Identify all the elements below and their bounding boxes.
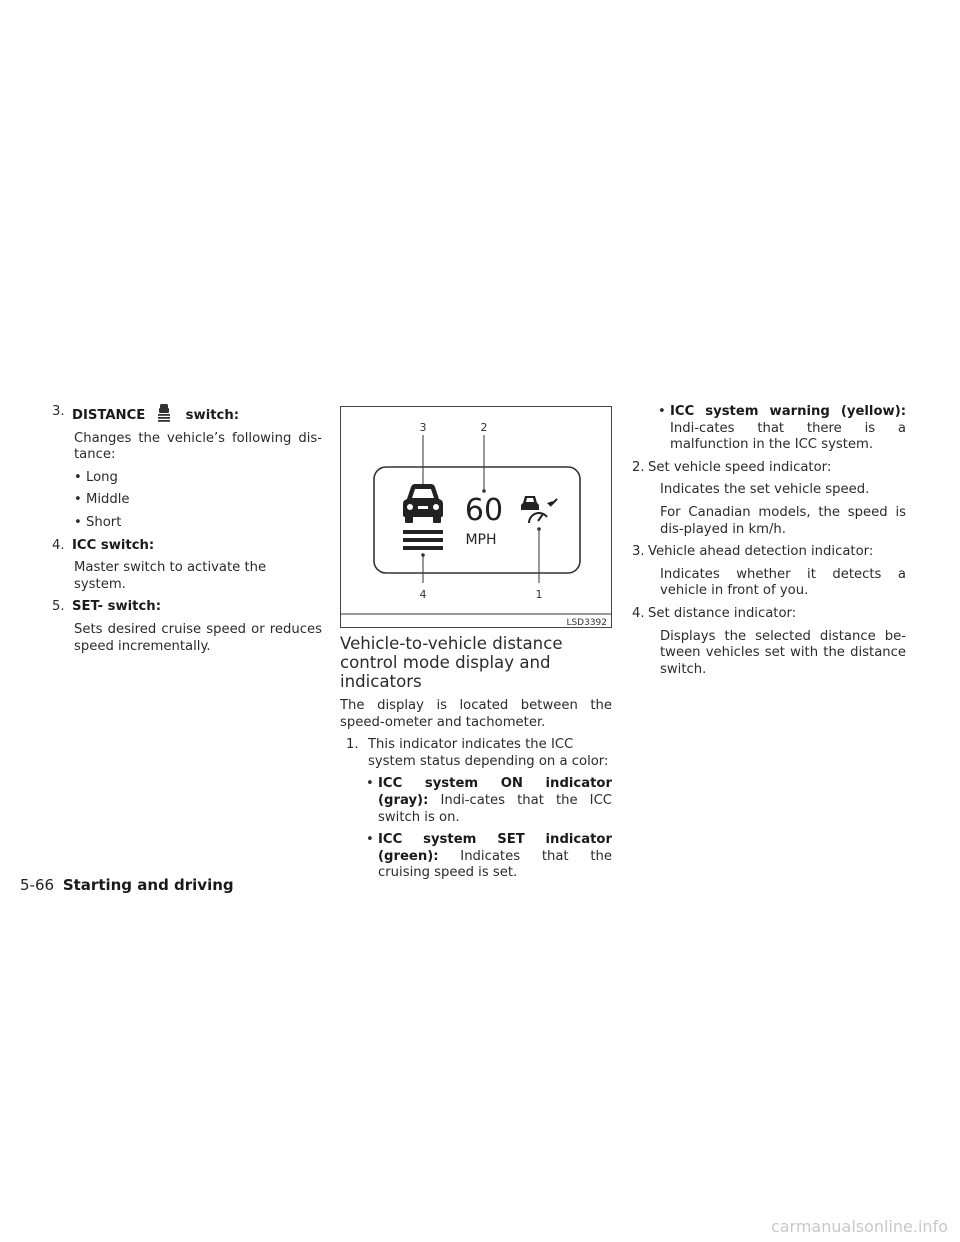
set-speed-value: 60 xyxy=(464,493,504,528)
distance-switch-label-suffix: switch: xyxy=(185,408,240,423)
watermark: carmanualsonline.info xyxy=(770,1217,948,1236)
right-column xyxy=(632,404,906,678)
set-distance-title: Set distance indicator: xyxy=(648,605,797,621)
list-item-vehicle-ahead xyxy=(632,544,906,561)
section-heading: Vehicle-to-vehicle distance control mode display and indicators xyxy=(340,634,563,691)
item-number: 2. xyxy=(632,459,645,475)
icc-warning-label: ICC system warning (yellow): xyxy=(670,404,906,419)
section-intro: The display is located between the speed-ometer and tachometer. xyxy=(340,698,612,730)
item-number: 4. xyxy=(52,537,65,553)
vehicle-ahead-desc: Indicates whether it detects a vehicle in front of you. xyxy=(660,566,906,599)
item-number: 1. xyxy=(346,737,359,753)
callout-3: 3 xyxy=(419,421,427,434)
bullet-icc-on: • ICC system ON indicator (gray): Indi-cates that the ICC switch is on. xyxy=(366,776,612,825)
figure-code: LSD3392 xyxy=(566,618,607,627)
set-switch-label: SET- switch: xyxy=(72,599,161,615)
option-long: • Long xyxy=(74,469,118,485)
page-number: 5-66 xyxy=(20,876,55,894)
chapter-title: Starting and driving xyxy=(62,876,234,894)
set-speed-desc: Indicates the set vehicle speed. xyxy=(660,482,870,498)
list-item-distance-switch xyxy=(52,404,322,425)
speed-unit: MPH xyxy=(465,532,497,548)
list-item-set-switch xyxy=(52,599,322,616)
icc-set-label: ICC system SET indicator (green): xyxy=(378,832,612,864)
callout-4: 4 xyxy=(419,588,427,601)
set-switch-desc: Sets desired cruise speed or reduces speed incrementally. xyxy=(74,621,322,654)
icc-set-desc: Indicates that the cruising speed is set. xyxy=(378,848,612,881)
set-distance-desc: Displays the selected distance be-tween vehicles set with the distance switch. xyxy=(660,628,906,677)
bullet-icc-warning: • ICC system warning (yellow): Indi-cates that there is a malfunction in the ICC system. xyxy=(658,404,906,453)
middle-column xyxy=(340,634,612,882)
set-speed-desc-canada: For Canadian models, the speed is dis-played in km/h. xyxy=(660,504,906,537)
page-footer xyxy=(20,876,234,894)
callout-2: 2 xyxy=(480,421,488,434)
list-item-icc-indicator xyxy=(346,737,612,770)
icc-display-illustration xyxy=(341,407,611,627)
distance-switch-desc: Changes the vehicle’s following dis-tance: xyxy=(74,430,322,463)
callout-1: 1 xyxy=(535,588,543,601)
distance-switch-label: DISTANCE xyxy=(72,408,146,423)
item-number: 4. xyxy=(632,605,645,621)
distance-bars-icon xyxy=(403,530,443,550)
list-item-icc-switch xyxy=(52,538,322,555)
icc-display-figure xyxy=(340,406,612,628)
bullet-icc-set: • ICC system SET indicator (green): Indicates that the cruising speed is set. xyxy=(366,832,612,881)
icc-on-desc: Indi-cates that the ICC switch is on. xyxy=(378,792,612,825)
item-number: 3. xyxy=(52,404,65,419)
left-column xyxy=(52,404,322,655)
item-number: 3. xyxy=(632,544,645,560)
list-item-set-distance xyxy=(632,606,906,623)
icc-indicator-desc: This indicator indicates the ICC system status depending on a color: xyxy=(368,737,609,769)
distance-options xyxy=(74,470,322,532)
list-item-set-speed xyxy=(632,460,906,477)
vehicle-ahead-title: Vehicle ahead detection indicator: xyxy=(648,544,874,560)
icc-switch-desc: Master switch to activate the system. xyxy=(74,560,267,592)
icc-switch-label: ICC switch: xyxy=(72,537,155,553)
item-number: 5. xyxy=(52,599,65,615)
icc-on-label: ICC system ON indicator (gray): xyxy=(378,776,612,808)
option-short: • Short xyxy=(74,514,122,530)
distance-icon xyxy=(153,404,175,420)
icc-warning-desc: Indi-cates that there is a malfunction in the ICC system. xyxy=(670,420,906,453)
option-middle: • Middle xyxy=(74,492,130,508)
set-speed-title: Set vehicle speed indicator: xyxy=(648,459,832,475)
